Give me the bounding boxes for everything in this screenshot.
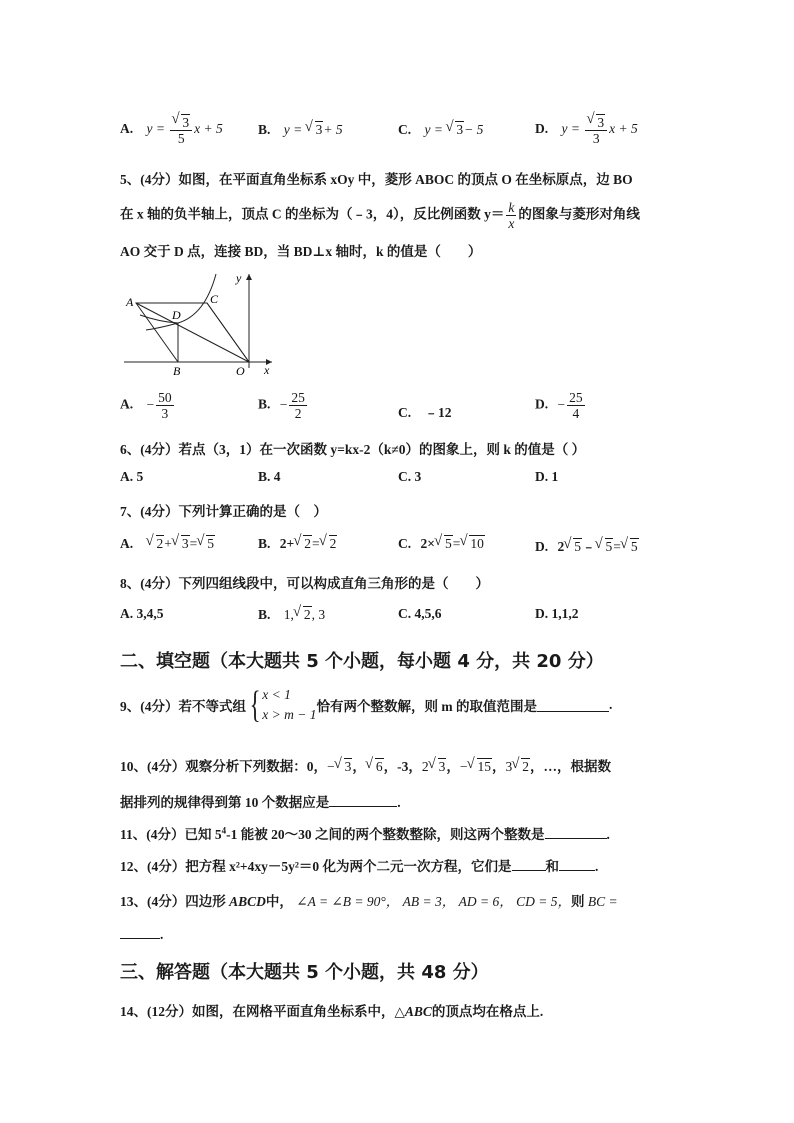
q7-option-d: D. 2√ 5﹣√ 5=√ 5 (535, 535, 639, 555)
q14-line: 14、(12分）如图，在网格平面直角坐标系中，△ABC的顶点均在格点上. (120, 1004, 544, 1019)
q4-option-b: B. y = √ 3+ 5 (258, 121, 343, 138)
q10-line-2: 据排列的规律得到第 10 个数据应是 . (120, 795, 401, 810)
label-d: D (172, 308, 181, 322)
hyperbola-curve (146, 274, 216, 330)
diagonal-ao (136, 303, 249, 362)
label-x: x (264, 363, 270, 377)
q5-option-d: D. − $\frac{25}{4}$ (535, 390, 583, 421)
q5-option-b: B. − $\frac{25}{2}$ (258, 390, 305, 421)
q5-line-2: 在 x 轴的负半轴上，顶点 C 的坐标为（﹣3，4），反比例函数 y＝ $\frac{k}{x}$ 的图象与菱形对角线 (120, 200, 640, 231)
q6-stem: 6、(4分）若点（3，1）在一次函数 y=kx-2（k≠0）的图象上，则 k 的值是（ ） (120, 442, 586, 457)
q6-option-d: D. 1 (535, 469, 559, 484)
section-3-heading: 三、解答题（本大题共 5 个小题，共 48 分） (120, 962, 489, 983)
q10-line-1: 10、(4分）观察分析下列数据：0，−√ 3，√ 6，-3，2√ 3，−√ 15，3√ 2，…，根据数 (120, 755, 611, 775)
q8-option-d: D. 1,1,2 (535, 606, 579, 621)
label-y: y (236, 271, 242, 285)
q5-line-1: 5、(4分）如图，在平面直角坐标系 xOy 中，菱形 ABOC 的顶点 O 在坐标原点，边 BO (120, 172, 633, 187)
q5-figure (120, 270, 280, 380)
q8-option-b: B. 1,√ 2, 3 (258, 606, 325, 623)
label-b: B (173, 364, 181, 378)
label-a: A (126, 295, 134, 309)
diagonal-co (207, 303, 249, 362)
q8-stem: 8、(4分）下列四组线段中，可以构成直角三角形的是（ ） (120, 576, 489, 591)
q11-line: 11、(4分）已知 $5^4-1$ 能被 20～30 之间的两个整数整除，则这两个整数是 . (120, 825, 610, 842)
q6-option-a: A. 5 (120, 469, 144, 484)
q7-option-c: C. 2×√ 5=√ 10 (398, 535, 485, 552)
q4-option-a: A. y = √ $\frac{3}{5}$ x + 5 (120, 114, 223, 146)
q7-option-a: A. √ 2+√ 3=√ 5 (120, 535, 215, 552)
q13-line: 13、(4分）四边形 ABCD中， ∠A = ∠B = 90°， AB = 3， AD = 6， CD = 5，则 BC = (120, 894, 618, 909)
q6-option-b: B. 4 (258, 469, 281, 484)
y-axis-arrow (246, 274, 252, 280)
q7-option-b: B. 2+√ 2=√ 2 (258, 535, 337, 552)
q8-option-c: C. 4,5,6 (398, 606, 442, 621)
q12-line: 12、(4分）把方程 x²+4xy－5y²＝0 化为两个二元一次方程，它们是 和 . (120, 859, 599, 874)
q9-line: 9、(4分）若不等式组 { x < 1 x > m − 1 恰有两个整数解，则 m 的取值范围是 . (120, 684, 613, 726)
q8-option-a: A. 3,4,5 (120, 606, 164, 621)
q5-option-c: C. ﹣12 (398, 405, 452, 420)
label-c: C (210, 292, 219, 306)
q13-answer-line: . (120, 926, 163, 943)
q6-option-c: C. 3 (398, 469, 422, 484)
section-2-heading: 二、填空题（本大题共 5 个小题，每小题 4 分，共 20 分） (120, 651, 604, 672)
q7-stem: 7、(4分）下列计算正确的是（ ） (120, 504, 327, 519)
q4-option-d: D. y = √ $\frac{3}{3}$ x + 5 (535, 114, 638, 146)
q5-line-3: AO 交于 D 点，连接 BD，当 BD⊥x 轴时，k 的值是（ ） (120, 244, 482, 259)
q5-option-a: A. − $\frac{50}{3}$ (120, 390, 172, 421)
label-o: O (236, 364, 245, 378)
q4-option-c: C. y = √ 3− 5 (398, 121, 483, 138)
